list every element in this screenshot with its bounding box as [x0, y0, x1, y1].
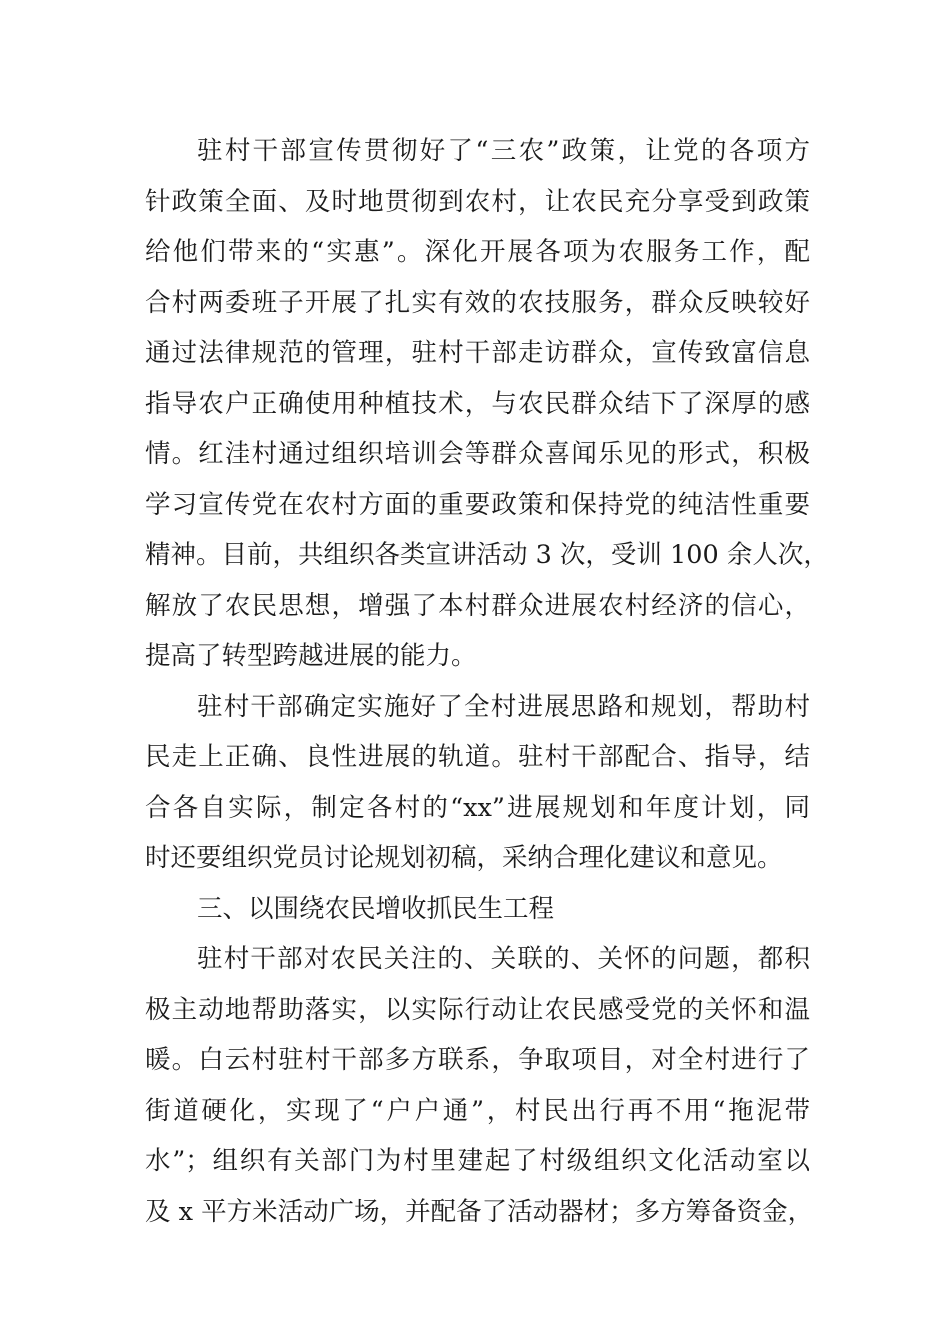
text-line: 极主动地帮助落实，以实际行动让农民感受党的关怀和温 [145, 994, 810, 1025]
text-line: 给他们带来的“实惠”。深化开展各项为农服务工作，配 [145, 237, 810, 267]
text-line: 驻村干部确定实施好了全村进展思路和规划，帮助村 [197, 691, 810, 722]
text-line: 民走上正确、良性进展的轨道。驻村干部配合、指导，结 [145, 742, 810, 772]
text-line: 驻村干部对农民关注的、关联的、关怀的问题，都积 [197, 944, 810, 974]
text-line: 学习宣传党在农村方面的重要政策和保持党的纯洁性重要 [145, 489, 810, 520]
paragraph-2 [145, 682, 810, 884]
text-line: 指导农户正确使用种植技术，与农民群众结下了深厚的感 [145, 388, 810, 419]
text-line: 合村两委班子开展了扎实有效的农技服务，群众反映较好 [145, 287, 810, 318]
section-heading: 三、以围绕农民增收抓民生工程 [197, 893, 555, 924]
text-line: 水”；组织有关部门为村里建起了村级组织文化活动室以 [145, 1146, 810, 1176]
text-line: 精神。目前，共组织各类宣讲活动 3 次，受训 100 余人次， [145, 540, 829, 570]
text-line: 暖。白云村驻村干部多方联系，争取项目，对全村进行了 [145, 1045, 810, 1075]
text-line: 及 x 平方米活动广场，并配备了活动器材；多方筹备资金， [145, 1196, 814, 1227]
text-line: 针政策全面、及时地贯彻到农村，让农民充分享受到政策 [145, 186, 810, 217]
document-body [145, 126, 829, 1237]
paragraph-3 [145, 934, 814, 1237]
text-line: 解放了农民思想，增强了本村群众进展农村经济的信心， [145, 590, 810, 621]
text-line: 情。红洼村通过组织培训会等群众喜闻乐见的形式，积极 [145, 439, 810, 469]
text-line: 驻村干部宣传贯彻好了“三农”政策，让党的各项方 [197, 136, 810, 166]
text-line: 提高了转型跨越进展的能力。 [145, 641, 477, 671]
text-line: 合各自实际，制定各村的“xx”进展规划和年度计划，同 [145, 792, 810, 823]
text-line: 街道硬化，实现了“户户通”，村民出行再不用“拖泥带 [145, 1095, 810, 1126]
text-line: 通过法律规范的管理，驻村干部走访群众，宣传致富信息 [145, 338, 810, 368]
text-line: 时还要组织党员讨论规划初稿，采纳合理化建议和意见。 [145, 843, 783, 873]
paragraph-1 [145, 126, 829, 682]
